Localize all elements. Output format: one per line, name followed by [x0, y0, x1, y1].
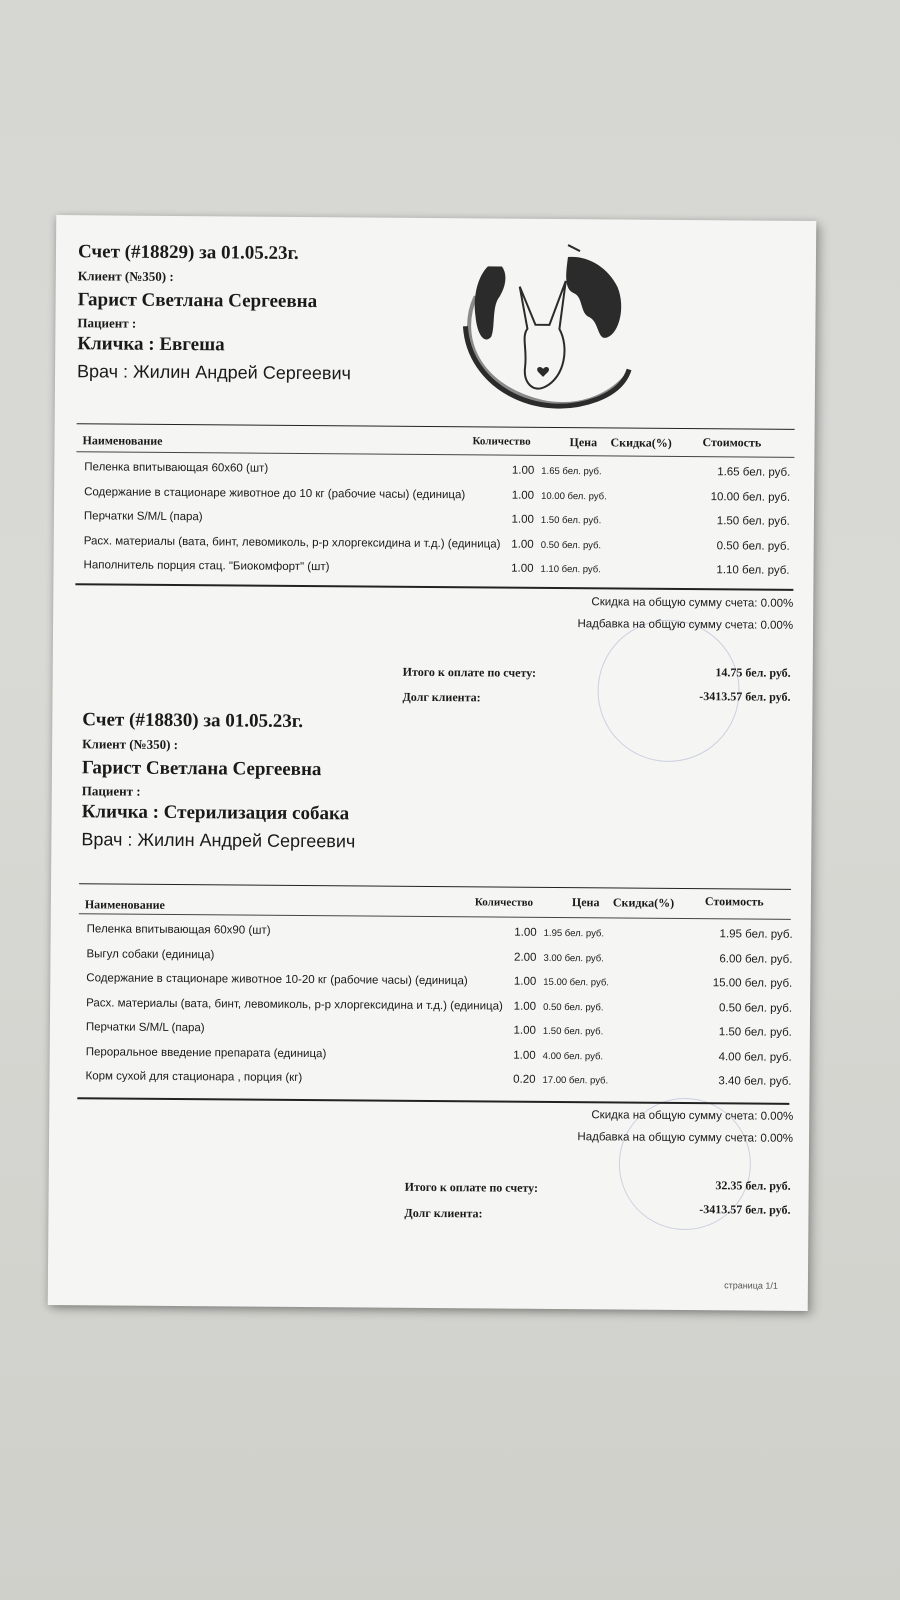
header-cost: Стоимость — [702, 435, 762, 450]
doctor-name: Врач : Жилин Андрей Сергеевич — [81, 829, 356, 852]
clinic-logo-icon — [447, 236, 638, 417]
invoice-title: Счет (#18829) за 01.05.23г. — [77, 241, 299, 264]
debt-value: -3413.57 бел. руб. — [699, 689, 791, 704]
item-name: Расх. материалы (вата, бинт, левомиколь, р-р хлоргексидина и т.д.) (единица) — [86, 996, 503, 1013]
item-name: Пероральное введение препарата (единица) — [85, 1045, 327, 1060]
item-price: 15.00 бел. руб. — [543, 976, 609, 989]
debt-label: Долг клиента: — [402, 689, 481, 705]
item-qty: 1.00 — [513, 1024, 536, 1037]
table-top-rule — [77, 423, 795, 430]
header-price: Цена — [571, 895, 600, 910]
client-label: Клиент (№350) : — [82, 736, 179, 753]
table-row — [55, 1070, 815, 1100]
logo-right-continent — [566, 257, 622, 338]
total-value: 32.35 бел. руб. — [715, 1178, 791, 1193]
header-discount: Скидка(%) — [610, 435, 672, 450]
item-cost: 10.00 бел. руб. — [710, 490, 791, 504]
total-value: 14.75 бел. руб. — [715, 665, 791, 680]
header-name: Наименование — [82, 433, 163, 448]
page-number: страница 1/1 — [724, 1280, 778, 1291]
item-qty: 1.00 — [513, 975, 537, 988]
item-name: Наполнитель порция стац. "Биокомфорт" (шт) — [83, 559, 330, 574]
invoice-title: Счет (#18830) за 01.05.23г. — [82, 709, 304, 732]
item-price: 10.00 бел. руб. — [541, 490, 607, 502]
header-rule — [76, 451, 794, 458]
item-name: Корм сухой для стационара , порция (кг) — [85, 1070, 303, 1084]
logo-small-mark — [568, 245, 580, 251]
table-top-rule — [79, 883, 791, 890]
discount-note: Скидка на общую сумму счета: 0.00% — [591, 596, 794, 610]
item-qty: 1.00 — [511, 489, 535, 502]
client-name: Гарист Светлана Сергеевна — [77, 289, 318, 313]
header-qty: Количество — [474, 896, 534, 909]
client-label: Клиент (№350) : — [77, 268, 174, 284]
item-name: Выгул собаки (единица) — [86, 947, 215, 961]
item-cost: 0.50 бел. руб. — [716, 539, 790, 553]
item-cost: 1.50 бел. руб. — [718, 1026, 792, 1039]
pet-name: Кличка : Стерилизация собака — [81, 801, 350, 825]
header-price: Цена — [569, 435, 598, 450]
item-cost: 1.95 бел. руб. — [719, 928, 793, 941]
item-price: 0.50 бел. руб. — [543, 1001, 604, 1013]
header-name: Наименование — [84, 897, 165, 912]
header-qty: Количество — [472, 435, 531, 448]
item-price: 0.50 бел. руб. — [540, 539, 602, 551]
item-cost: 1.10 бел. руб. — [716, 564, 790, 577]
item-price: 1.50 бел. руб. — [542, 1025, 604, 1038]
markup-note: Надбавка на общую сумму счета: 0.00% — [577, 1131, 794, 1145]
logo-left-continent — [474, 266, 505, 339]
total-label: Итого к оплате по счету: — [402, 664, 537, 680]
discount-note: Скидка на общую сумму счета: 0.00% — [591, 1109, 794, 1123]
item-price: 1.50 бел. руб. — [540, 514, 602, 527]
item-qty: 1.00 — [511, 538, 534, 551]
item-name: Перчатки S/M/L (пара) — [85, 1021, 205, 1035]
item-price: 1.10 бел. руб. — [540, 563, 601, 576]
item-price: 17.00 бел. руб. — [542, 1074, 609, 1087]
item-cost: 6.00 бел. руб. — [719, 952, 793, 966]
item-cost: 3.40 бел. руб. — [718, 1075, 792, 1088]
item-name: Пеленка впитывающая 60х60 (шт) — [84, 461, 269, 475]
invoice-2-items — [57, 923, 817, 1088]
doctor-name: Врач : Жилин Андрей Сергеевич — [76, 361, 352, 384]
header-cost: Стоимость — [704, 894, 764, 909]
item-price: 4.00 бел. руб. — [542, 1050, 604, 1062]
item-price: 3.00 бел. руб. — [543, 952, 604, 964]
item-cost: 15.00 бел. руб. — [712, 977, 793, 990]
debt-label: Долг клиента: — [404, 1205, 483, 1221]
item-price: 1.65 бел. руб. — [541, 465, 602, 478]
total-label: Итого к оплате по счету: — [404, 1179, 539, 1195]
item-qty: 1.00 — [513, 1049, 536, 1062]
item-cost: 1.50 бел. руб. — [716, 515, 790, 528]
header-rule — [79, 913, 791, 920]
markup-note: Надбавка на общую сумму счета: 0.00% — [577, 618, 794, 632]
item-cost: 4.00 бел. руб. — [718, 1050, 792, 1064]
header-discount: Скидка(%) — [612, 895, 675, 910]
item-name: Перчатки S/M/L (пара) — [83, 510, 203, 524]
logo-heart-icon — [537, 367, 549, 377]
item-name: Содержание в стационаре животное 10-20 кг (рабочие часы) (единица) — [86, 972, 468, 988]
item-name: Расх. материалы (вата, бинт, левомиколь, р-р хлоргексидина и т.д.) (единица) — [83, 534, 501, 551]
debt-value: -3413.57 бел. руб. — [699, 1202, 791, 1217]
pet-name: Кличка : Евгеша — [77, 333, 225, 356]
invoice-sheet — [48, 215, 817, 1311]
item-qty: 1.00 — [511, 464, 535, 477]
invoice-1-items — [54, 461, 814, 577]
item-qty: 1.00 — [513, 1000, 537, 1013]
item-price: 1.95 бел. руб. — [543, 927, 605, 940]
patient-label: Пациент : — [81, 783, 141, 799]
invoice-1 — [56, 215, 816, 705]
item-qty: 1.00 — [511, 513, 534, 526]
item-qty: 1.00 — [511, 562, 534, 575]
item-qty: 1.00 — [514, 926, 537, 939]
item-cost: 0.50 бел. руб. — [718, 1001, 793, 1015]
item-name: Пеленка впитывающая 60х90 (шт) — [86, 923, 271, 937]
item-cost: 1.65 бел. руб. — [717, 466, 791, 479]
item-qty: 0.20 — [513, 1073, 536, 1086]
item-name: Содержание в стационаре животное до 10 кг (рабочие часы) (единица) — [84, 485, 466, 501]
client-name: Гарист Светлана Сергеевна — [81, 757, 322, 781]
patient-label: Пациент : — [77, 315, 137, 331]
item-qty: 2.00 — [514, 951, 537, 964]
